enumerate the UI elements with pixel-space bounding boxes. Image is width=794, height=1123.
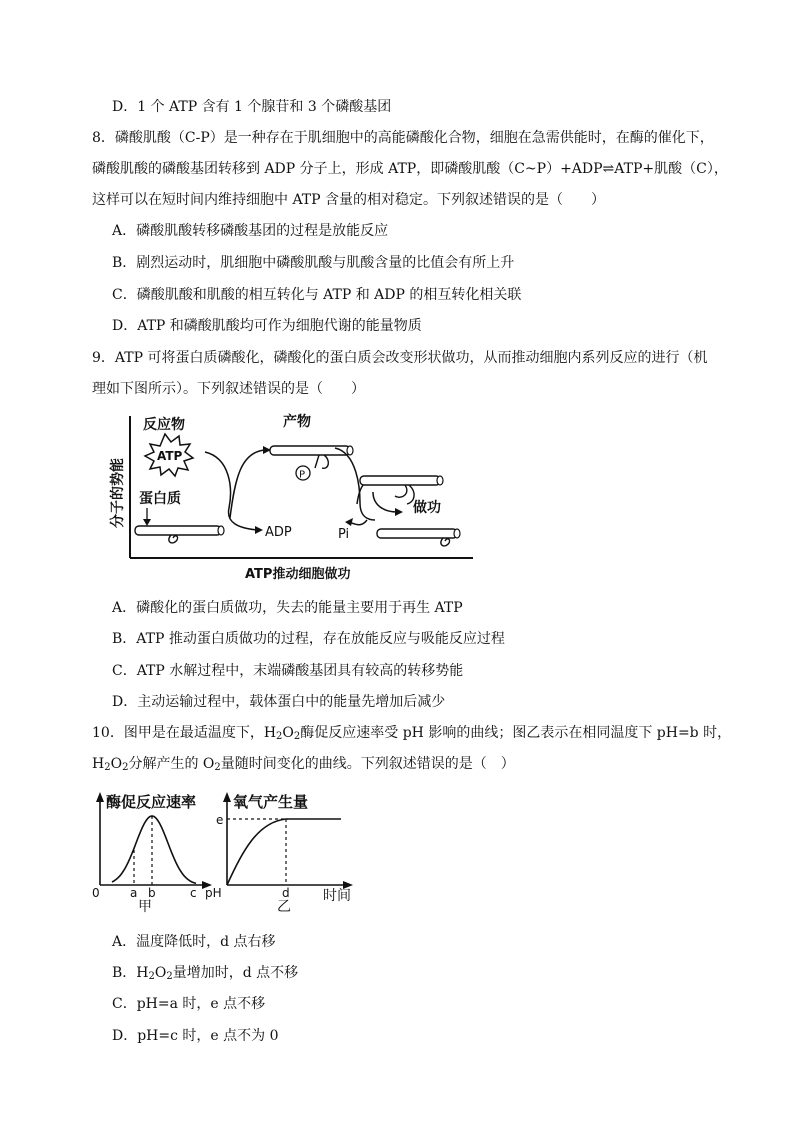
q9-option-c: C．ATP 水解过程中，末端磷酸基团具有较高的转移势能	[112, 663, 464, 679]
q8-stem-line-1: 8．磷酸肌酸（C-P）是一种存在于肌细胞中的高能磷酸化合物，细胞在急需供能时，在酶的催化下，	[92, 130, 714, 146]
jia-title: 甲	[138, 899, 152, 915]
q9-option-d: D．主动运输过程中，载体蛋白中的能量先增加后减少	[112, 694, 446, 710]
q9-option-b: B．ATP 推动蛋白质做功的过程，存在放能反应与吸能反应过程	[112, 631, 505, 647]
jia-curve	[112, 816, 196, 883]
q7-option-d: D．1 个 ATP 含有 1 个腺苷和 3 个磷酸基团	[112, 99, 392, 115]
q10-option-b: B．$H_2O_2$量增加时，d 点不移	[112, 965, 299, 982]
jia-xlabel: pH	[205, 886, 222, 900]
x-axis-label: ATP推动细胞做功	[245, 567, 351, 582]
yi-title: 乙	[277, 899, 291, 915]
q9-stem-line-2: 理如下图所示）。下列叙述错误的是（ ）	[92, 381, 365, 397]
protein-label: 蛋白质	[139, 491, 181, 507]
q8-stem-line-2: 磷酸肌酸的磷酸基团转移到 ADP 分子上，形成 ATP，即磷酸肌酸（C~P）+ADP⇌ATP+肌酸（C），	[92, 161, 728, 177]
atp-work-diagram	[105, 408, 485, 583]
q8-option-d: D．ATP 和磷酸肌酸均可作为细胞代谢的能量物质	[112, 318, 422, 334]
adp-arrowhead	[255, 526, 263, 534]
yi-xlabel: 时间	[323, 888, 351, 904]
protein-arrowhead	[143, 519, 151, 526]
work-label: 做功	[413, 500, 441, 516]
atp-label: ATP	[157, 449, 183, 463]
protein-cylinder-2	[377, 529, 460, 546]
jia-tick-0: 0	[92, 886, 100, 900]
work-arrowhead	[395, 508, 403, 516]
jia-tick-a: a	[130, 886, 138, 900]
pi-label: Pi	[338, 527, 350, 542]
q10-stem-line-1: 10．图甲是在最适温度下，$H_2O_2$酶促反应速率受 pH 影响的曲线；图乙表示在相同温度下 pH=b 时，	[92, 725, 732, 742]
jia-y-axis-arrowhead	[96, 792, 104, 802]
q8-option-b: B．剧烈运动时，肌细胞中磷酸肌酸与肌酸含量的比值会有所上升	[112, 255, 515, 271]
phosphorylation-arrow	[230, 450, 265, 518]
jia-tick-c: c	[190, 886, 197, 900]
q9-option-a: A．磷酸化的蛋白质做功，失去的能量主要用于再生 ATP	[112, 600, 463, 616]
q10-option-a: A．温度降低时，d 点右移	[112, 934, 276, 950]
q10-stem-line-2: $H_2O_2$分解产生的 $O_2$量随时间变化的曲线。下列叙述错误的是（ ）	[92, 756, 515, 773]
q9-stem-line-1: 9．ATP 可将蛋白质磷酸化，磷酸化的蛋白质会改变形状做功，从而推动细胞内系列反应的进行（机	[92, 350, 708, 366]
yi-ylabel: 氧气产生量	[233, 793, 309, 811]
q10-option-c: C．pH=a 时，e 点不移	[112, 996, 266, 1012]
yi-tick-e: e	[216, 813, 224, 827]
y-axis-label: 分子的势能	[110, 458, 126, 528]
work-arrow	[373, 492, 397, 512]
yi-y-axis-arrowhead	[223, 792, 231, 802]
protein-cylinder-1	[135, 526, 224, 543]
adp-arrow	[205, 452, 257, 530]
q8-option-a: A．磷酸肌酸转移磷酸基团的过程是放能反应	[112, 223, 389, 239]
yi-tick-d: d	[282, 886, 290, 900]
yi-curve	[227, 819, 341, 885]
phosphate-label: P	[299, 469, 306, 481]
q10-option-d: D．pH=c 时，e 点不为 0	[112, 1028, 279, 1044]
product-label: 产物	[283, 414, 311, 430]
adp-label: ADP	[265, 525, 292, 540]
jia-ylabel: 酶促反应速率	[106, 793, 197, 811]
reactant-label: 反应物	[143, 417, 185, 433]
jia-tick-b: b	[148, 886, 156, 900]
q8-option-c: C．磷酸肌酸和肌酸的相互转化与 ATP 和 ADP 的相互转化相关联	[112, 287, 522, 303]
q8-stem-line-3: 这样可以在短时间内维持细胞中 ATP 含量的相对稳定。下列叙述错误的是（ ）	[92, 192, 606, 208]
chart-jia	[88, 790, 228, 915]
chart-yi	[213, 790, 363, 915]
